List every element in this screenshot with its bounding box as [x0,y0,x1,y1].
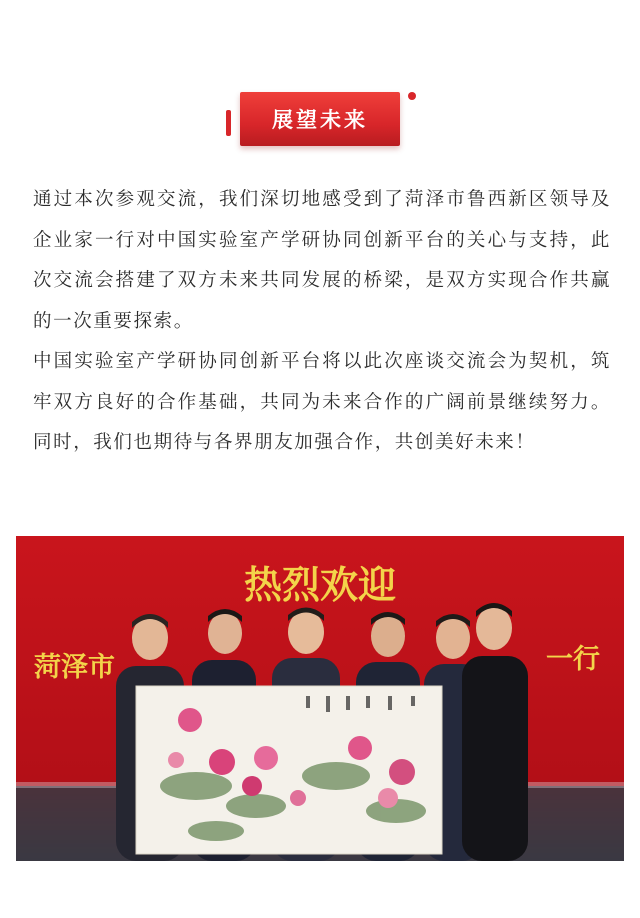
section-header [222,88,422,150]
title-accent-bar [226,110,231,136]
group-photo-illustration [16,536,624,861]
article-body [33,180,611,464]
peony-painting-scroll [136,686,442,854]
article-paragraph: 中国实验室产学研协同创新平台将以此次座谈交流会为契机，筑牢双方良好的合作基础，共同为未来合作的广阔前景继续努力。同时，我们也期待与各界朋友加强合作，共创美好未来！ [33,351,611,453]
banner-subline-left: 菏泽市 [34,652,115,683]
article-paragraph: 通过本次参观交流，我们深切地感受到了菏泽市鲁西新区领导及企业家一行对中国实验室产学研协同创新平台的关心与支持，此次交流会搭建了双方未来共同发展的桥梁，是双方实现合作共赢的一次重要探索。 [33,189,611,332]
banner-subline-right: 一行 [546,644,600,675]
section-title: 展望未来 [240,92,400,146]
banner-headline: 热烈欢迎 [243,562,397,607]
group-photo [16,536,624,861]
title-accent-dot [408,92,416,100]
